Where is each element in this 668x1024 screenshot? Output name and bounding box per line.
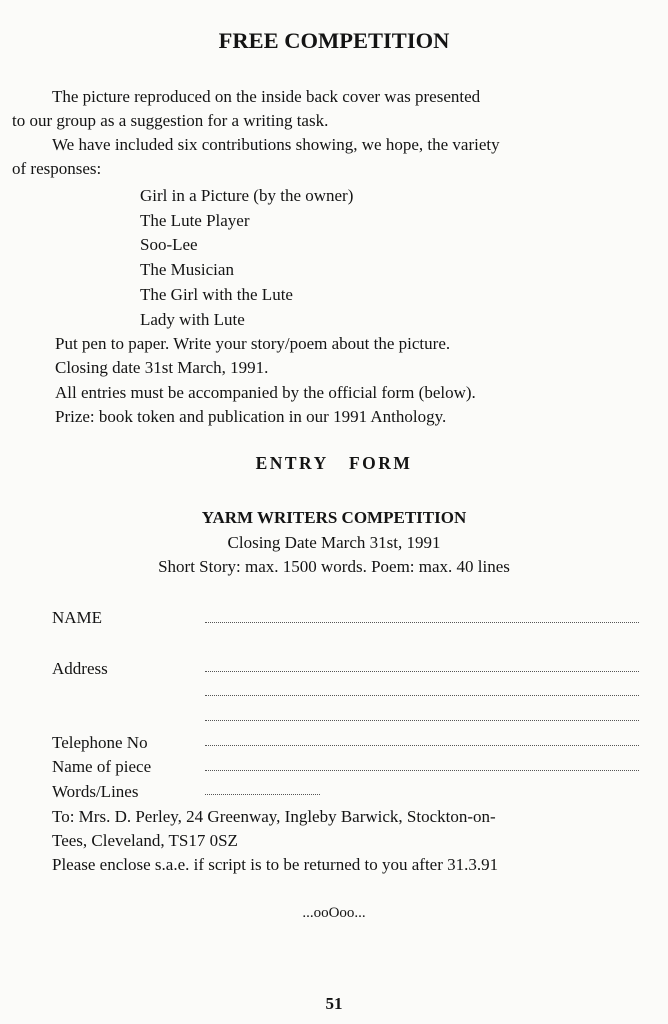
contribution-item: The Musician <box>140 260 234 279</box>
address-field-line-3[interactable] <box>205 720 639 721</box>
telephone-field[interactable] <box>205 745 639 746</box>
instruction-line: Prize: book token and publication in our 1991 Anthology. <box>55 407 447 426</box>
page-title: FREE COMPETITION <box>218 28 450 53</box>
piece-name-field[interactable] <box>205 770 639 771</box>
words-lines-field[interactable] <box>205 794 320 795</box>
instruction-line: Closing date 31st March, 1991. <box>55 358 269 377</box>
intro-line-2: to our group as a suggestion for a writing task. <box>12 111 329 130</box>
page-number: 51 <box>325 994 343 1013</box>
address-field-line-1[interactable] <box>205 671 639 672</box>
telephone-label: Telephone No <box>52 733 148 752</box>
entry-form-heading: ENTRY FORM <box>255 453 413 473</box>
piece-name-label: Name of piece <box>52 757 152 776</box>
intro-line-1: The picture reproduced on the inside back cover was presented <box>52 87 481 106</box>
competition-name: YARM WRITERS COMPETITION <box>201 508 467 527</box>
separator: ...ooOoo... <box>302 905 366 921</box>
contribution-item: The Lute Player <box>140 211 250 230</box>
closing-date: Closing Date March 31st, 1991 <box>227 533 441 552</box>
contribution-item: Girl in a Picture (by the owner) <box>140 186 354 205</box>
name-field[interactable] <box>205 622 639 623</box>
sae-note: Please enclose s.a.e. if script is to be returned to you after 31.3.91 <box>52 855 499 874</box>
instruction-line: All entries must be accompanied by the official form (below). <box>55 383 476 402</box>
contribution-item: Lady with Lute <box>140 310 245 329</box>
address-label: Address <box>52 659 108 678</box>
address-to-line-1: To: Mrs. D. Perley, 24 Greenway, Ingleby Barwick, Stockton-on- <box>52 807 496 826</box>
instruction-line: Put pen to paper. Write your story/poem about the picture. <box>55 334 451 353</box>
words-lines-label: Words/Lines <box>52 782 139 801</box>
length-limits: Short Story: max. 1500 words. Poem: max. 40 lines <box>158 557 510 576</box>
intro-line-4: of responses: <box>12 159 102 178</box>
address-field-line-2[interactable] <box>205 695 639 696</box>
contribution-item: Soo-Lee <box>140 235 198 254</box>
intro-line-3: We have included six contributions showing, we hope, the variety <box>52 135 500 154</box>
address-to-line-2: Tees, Cleveland, TS17 0SZ <box>52 831 238 850</box>
name-label: NAME <box>52 608 103 627</box>
contribution-item: The Girl with the Lute <box>140 285 293 304</box>
